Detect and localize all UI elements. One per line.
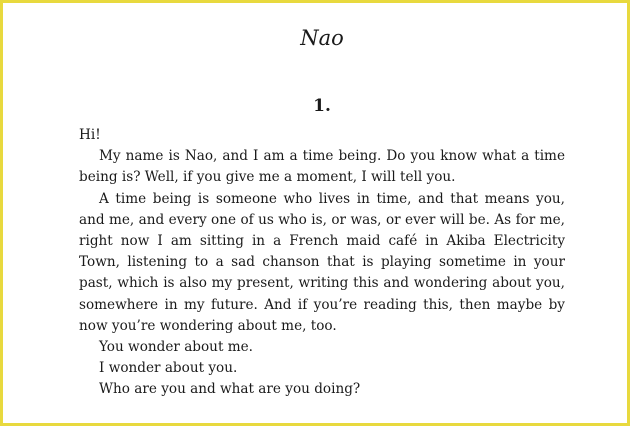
paragraph-greeting: Hi! (79, 127, 101, 143)
paragraph: A time being is someone who lives in time, and that means you, and me, and every one of us who is, or was, or ever will be. As for me, right now I am sitting in a French maid café in Akiba Electricity Town, listening to a sad chanson that is playing sometime in your past, which is also my present, writing this and wondering about you, somewhere in my future. And if you’re reading this, then maybe by now you’re wondering about me, too. (79, 190, 565, 334)
paragraph: My name is Nao, and I am a time being. Do you know what a time being is? Well, if you give me a moment, I will tell you. (79, 148, 565, 186)
page-title: Nao (300, 26, 344, 50)
paragraph: I wonder about you. (99, 360, 238, 377)
chapter-heading: 1. (313, 96, 331, 116)
body-text (79, 125, 565, 401)
paragraph: You wonder about me. (99, 339, 253, 356)
paragraph: Who are you and what are you doing? (99, 381, 361, 398)
